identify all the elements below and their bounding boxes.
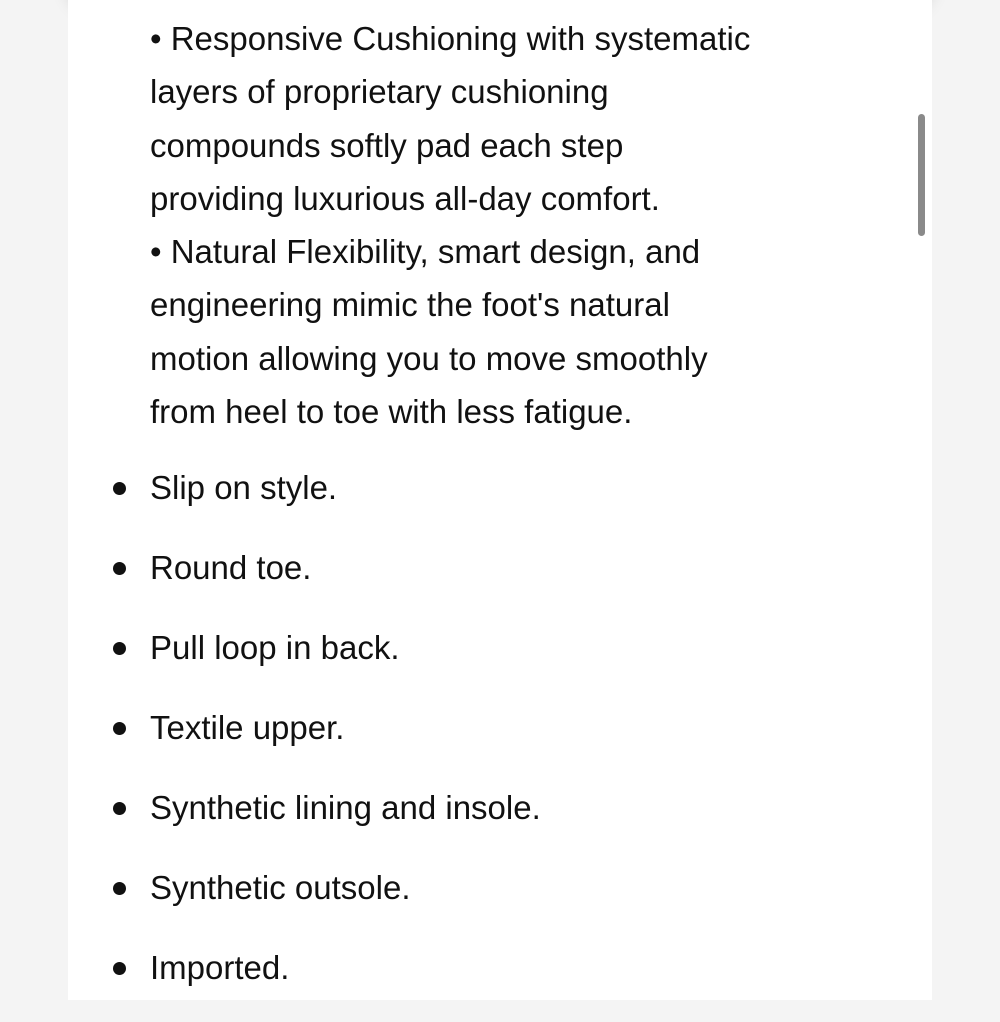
description-line: • Responsive Cushioning with systematic bbox=[150, 20, 751, 57]
description-line: motion allowing you to move smoothly bbox=[150, 339, 708, 377]
feature-text: Textile upper. bbox=[150, 709, 345, 746]
feature-list bbox=[105, 462, 541, 1022]
feature-list-item bbox=[105, 862, 541, 942]
description-line: engineering mimic the foot's natural bbox=[150, 286, 670, 324]
feature-text: Synthetic outsole. bbox=[150, 869, 411, 906]
bullet-icon bbox=[113, 642, 126, 655]
feature-list-item bbox=[105, 702, 541, 782]
feature-list-item bbox=[105, 462, 541, 542]
bullet-icon bbox=[113, 962, 126, 975]
feature-list-item bbox=[105, 782, 541, 862]
description-line: • Natural Flexibility, smart design, and bbox=[150, 233, 701, 271]
feature-text: Imported. bbox=[150, 949, 290, 986]
feature-text: Pull loop in back. bbox=[150, 629, 400, 666]
bullet-icon bbox=[113, 802, 126, 815]
description-line: compounds softly pad each step bbox=[150, 126, 624, 164]
bullet-icon bbox=[113, 882, 126, 895]
feature-list-item bbox=[105, 542, 541, 622]
feature-list-item bbox=[105, 622, 541, 702]
description-line: providing luxurious all-day comfort. bbox=[150, 179, 660, 217]
feature-list-item bbox=[105, 942, 541, 1022]
bullet-icon bbox=[113, 722, 126, 735]
vertical-scrollbar[interactable] bbox=[918, 114, 925, 236]
description-paragraph bbox=[150, 12, 850, 438]
description-line: layers of proprietary cushioning bbox=[150, 73, 609, 111]
feature-text: Round toe. bbox=[150, 549, 312, 586]
feature-text: Synthetic lining and insole. bbox=[150, 789, 541, 826]
feature-text: Slip on style. bbox=[150, 469, 338, 506]
bullet-icon bbox=[113, 562, 126, 575]
bullet-icon bbox=[113, 482, 126, 495]
description-line: from heel to toe with less fatigue. bbox=[150, 393, 633, 431]
